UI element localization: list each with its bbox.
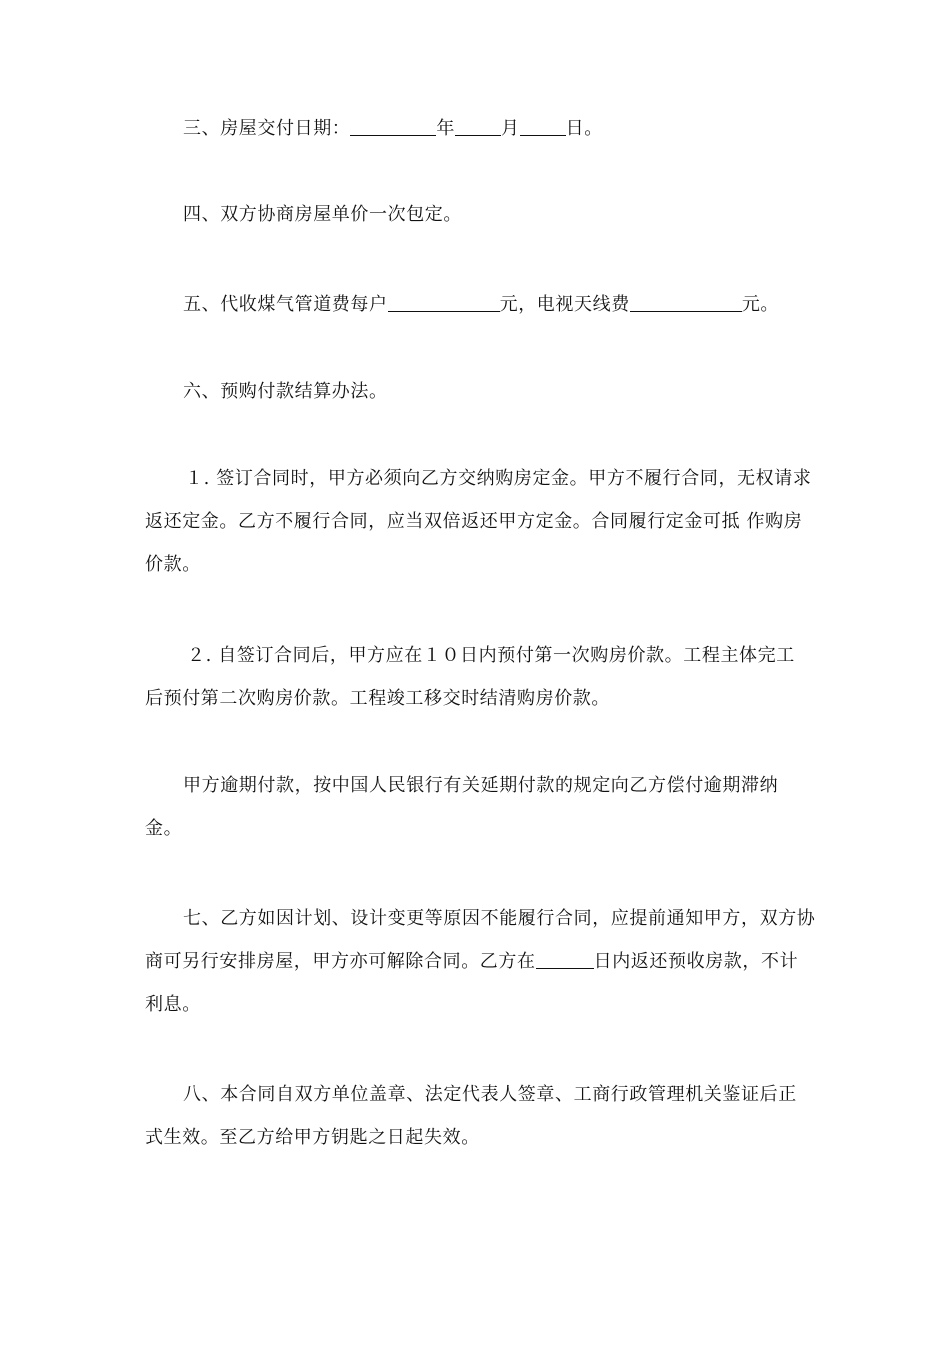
clause-6-item-2 [145, 634, 810, 720]
tv-antenna-fee-blank[interactable] [630, 291, 742, 312]
item-2-line-2: 后预付第二次购房价款。工程竣工移交时结清购房价款。 [145, 688, 610, 709]
gas-fee-blank[interactable] [388, 291, 500, 312]
clause-5-suffix: 元。 [741, 294, 780, 315]
clause-3-prefix: 三、房屋交付日期： [183, 118, 351, 139]
month-blank[interactable] [455, 115, 501, 136]
late-line-1: 甲方逾期付款，按中国人民银行有关延期付款的规定向乙方偿付逾期滞纳 [183, 775, 779, 796]
clause-6-text: 六、预购付款结算办法。 [183, 381, 388, 402]
late-payment-paragraph [145, 764, 810, 850]
clause-8-effective [145, 1073, 810, 1159]
late-line-2: 金。 [145, 818, 183, 839]
refund-days-blank[interactable] [536, 948, 594, 969]
month-label: 月 [501, 118, 520, 139]
clause-5-prefix: 五、代收煤气管道费每户 [183, 294, 388, 315]
clause-4-text: 四、双方协商房屋单价一次包定。 [183, 204, 462, 225]
clause-7-contract-change [145, 897, 816, 1026]
clause-8-line-2: 式生效。至乙方给甲方钥匙之日起失效。 [145, 1127, 480, 1148]
clause-7-line-1: 七、乙方如因计划、设计变更等原因不能履行合同，应提前通知甲方，双方协 [183, 908, 816, 929]
clause-7-line-2 [145, 940, 810, 983]
clause-3-delivery-date [145, 107, 810, 150]
clause-7-line-2-suffix: 日内返还预收房款，不计 [593, 951, 799, 972]
item-2-line-1: ２. 自签订合同后，甲方应在１０日内预付第一次购房价款。工程主体完工 [187, 645, 795, 666]
clause-5-mid: 元，电视天线费 [499, 294, 630, 315]
clause-7-line-3: 利息。 [145, 994, 201, 1015]
item-1-line-2: 返还定金。乙方不履行合同，应当双倍返还甲方定金。合同履行定金可抵 作购房 [145, 511, 803, 532]
day-label: 日。 [565, 118, 603, 139]
clause-6-payment-method [145, 370, 810, 413]
clause-6-item-1 [145, 457, 810, 586]
clause-8-line-1: 八、本合同自双方单位盖章、法定代表人签章、工商行政管理机关鉴证后正 [183, 1084, 797, 1105]
clause-7-line-2-prefix: 商可另行安排房屋，甲方亦可解除合同。乙方在 [145, 951, 536, 972]
item-1-line-3: 价款。 [145, 554, 201, 575]
day-blank[interactable] [520, 115, 566, 136]
year-label: 年 [436, 118, 456, 139]
clause-4-unit-price [145, 193, 810, 236]
item-1-line-1: １. 签订合同时，甲方必须向乙方交纳购房定金。甲方不履行合同，无权请求 [185, 468, 812, 489]
clause-5-fees [145, 283, 810, 326]
year-blank[interactable] [350, 115, 436, 136]
